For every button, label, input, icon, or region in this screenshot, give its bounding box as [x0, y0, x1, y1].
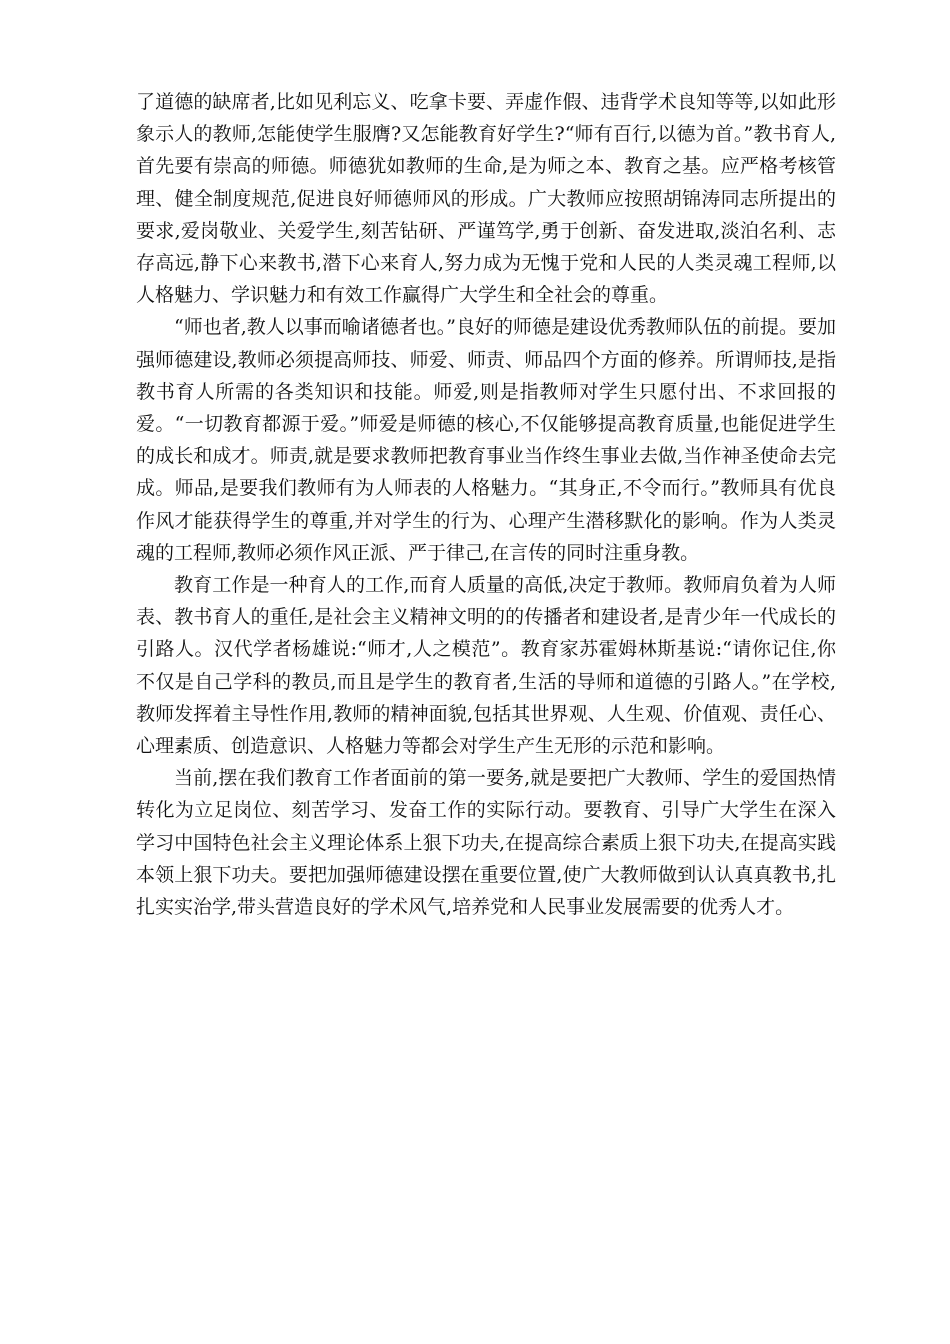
- document-body: [136, 86, 836, 923]
- paragraph-3: 教育工作是一种育人的工作,而育人质量的高低,决定于教师。教师肩负着为人师表、教书育人的重任,是社会主义精神文明的的传播者和建设者,是青少年一代成长的引路人。汉代学者杨雄说:“师才,人之模范”。教育家苏霍姆林斯基说:“请你记住,你不仅是自己学科的教员,而且是学生的教育者,生活的导师和道德的引路人。”在学校,教师发挥着主导性作用,教师的精神面貌,包括其世界观、人生观、价值观、责任心、心理素质、创造意识、人格魅力等都会对学生产生无形的示范和影响。: [136, 574, 836, 758]
- paragraph-4: 当前,摆在我们教育工作者面前的第一要务,就是要把广大教师、学生的爱国热情转化为立足岗位、刻苦学习、发奋工作的实际行动。要教育、引导广大学生在深入学习中国特色社会主义理论体系上狠下功夫,在提高综合素质上狠下功夫,在提高实践本领上狠下功夫。要把加强师德建设摆在重要位置,使广大教师做到认认真真教书,扎扎实实治学,带头营造良好的学术风气,培养党和人民事业发展需要的优秀人才。: [136, 767, 836, 919]
- paragraph-1: 了道德的缺席者,比如见利忘义、吃拿卡要、弄虚作假、违背学术良知等等,以如此形象示人的教师,怎能使学生服膺?又怎能教育好学生?“师有百行,以德为首。”教书育人,首先要有崇高的师德。师德犹如教师的生命,是为师之本、教育之基。应严格考核管理、健全制度规范,促进良好师德师风的形成。广大教师应按照胡锦涛同志所提出的要求,爱岗敬业、关爱学生,刻苦钻研、严谨笃学,勇于创新、奋发进取,淡泊名利、志存高远,静下心来教书,潜下心来育人,努力成为无愧于党和人民的人类灵魂工程师,以人格魅力、学识魅力和有效工作赢得广大学生和全社会的尊重。: [136, 91, 836, 307]
- paragraph-2: “师也者,教人以事而喻诸德者也。”良好的师德是建设优秀教师队伍的前提。要加强师德建设,教师必须提高师技、师爱、师责、师品四个方面的修养。所谓师技,是指教书育人所需的各类知识和技能。师爱,则是指教师对学生只愿付出、不求回报的爱。“一切教育都源于爱。”师爱是师德的核心,不仅能够提高教育质量,也能促进学生的成长和成才。师责,就是要求教师把教育事业当作终生事业去做,当作神圣使命去完成。师品,是要我们教师有为人师表的人格魅力。“其身正,不令而行。”教师具有优良作风才能获得学生的尊重,并对学生的行为、心理产生潜移默化的影响。作为人类灵魂的工程师,教师必须作风正派、严于律己,在言传的同时注重身教。: [136, 316, 836, 564]
